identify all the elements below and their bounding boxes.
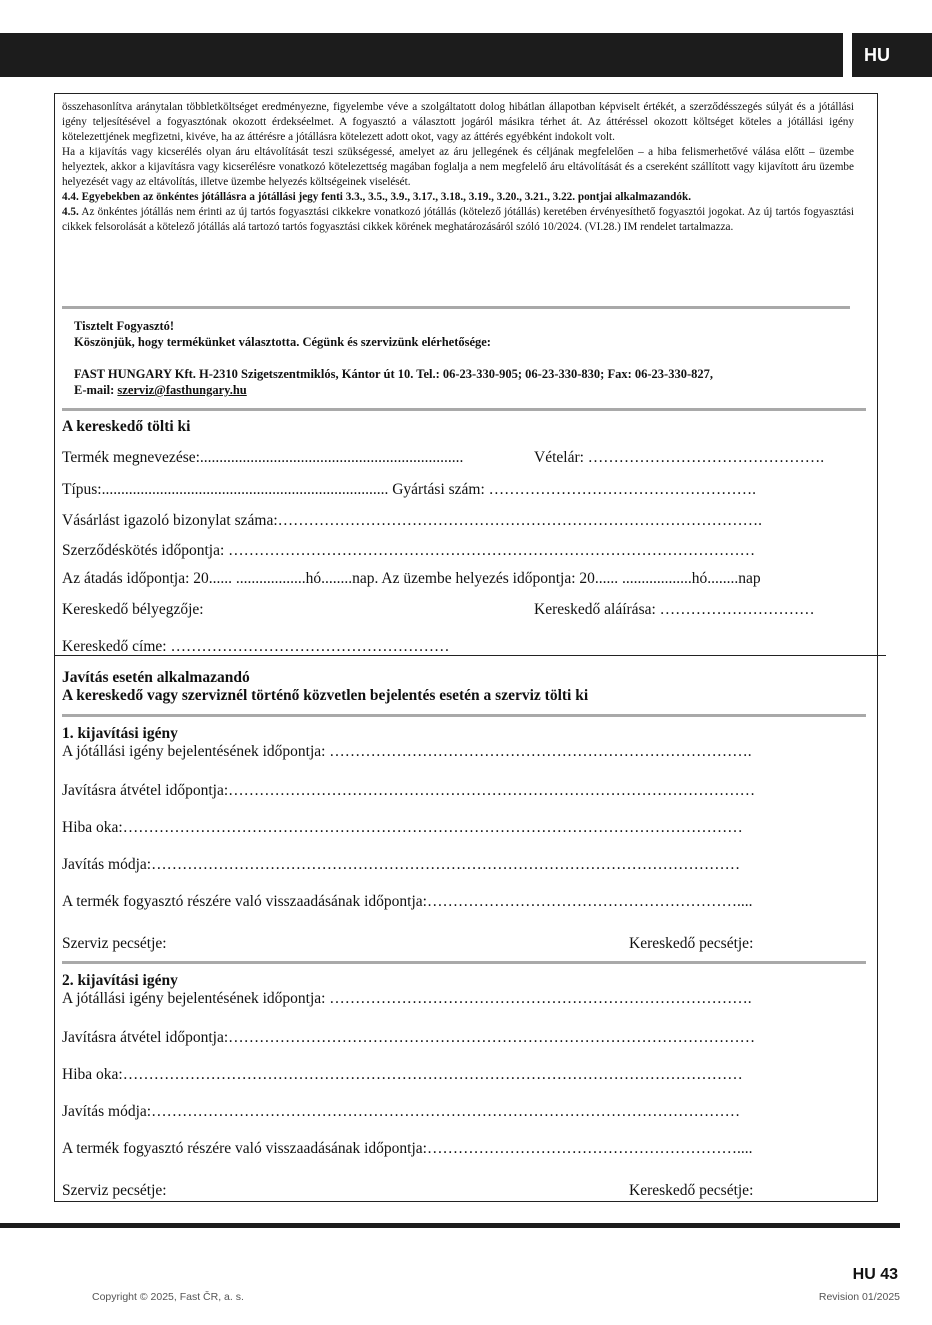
claim-1-cause-field[interactable]: Hiba oka:………………………………………………………………………………………………………… bbox=[62, 819, 743, 836]
page-number: HU 43 bbox=[852, 1266, 898, 1283]
revision: Revision 01/2025 bbox=[818, 1291, 900, 1303]
handover-date-field[interactable]: Az átadás időpontja: 20...... ..................hó........nap. Az üzembe helyezés időpontja: 20...... ..................hó........nap bbox=[62, 570, 761, 587]
contact-email-line bbox=[74, 382, 874, 398]
contract-date-field[interactable]: Szerződéskötés időpontja: ………………………………………………………………………………………… bbox=[62, 542, 756, 559]
claim-2-title: 2. kijavítási igény bbox=[62, 972, 178, 989]
claim-2-method-field[interactable]: Javítás módja:…………………………………………………………………………………………………… bbox=[62, 1103, 741, 1120]
contact-company: FAST HUNGARY Kft. H-2310 Szigetszentmiklós, Kántor út 10. Tel.: 06-23-330-905; 06-23-330-830; Fax: 06-23-330-827, bbox=[74, 367, 713, 381]
repair-section-subtitle: A kereskedő vagy szerviznél történő közvetlen bejelentés esetén a szerviz tölti ki bbox=[62, 687, 589, 704]
divider bbox=[62, 306, 850, 309]
header-bar bbox=[0, 33, 843, 77]
cut-line bbox=[54, 655, 886, 656]
contact-greeting: Tisztelt Fogyasztó! bbox=[74, 319, 175, 333]
language-tab: HU bbox=[852, 33, 932, 77]
legal-paragraph-3: 4.4. Egyebekben az önkéntes jótállásra a jótállási jegy fenti 3.3., 3.5., 3.9., 3.17., 3.18., 3.19., 3.20., 3.21., 3.22. pontjai alkalmazandók. bbox=[62, 191, 691, 203]
claim-1-service-stamp-label: Szerviz pecsétje: bbox=[62, 935, 167, 952]
footer-bar bbox=[0, 1223, 900, 1228]
receipt-number-field[interactable]: Vásárlást igazoló bizonylat száma:…………………………………………………………………………………. bbox=[62, 512, 763, 529]
claim-2-report-date-field[interactable]: A jótállási igény bejelentésének időpontja: ………………………………………………………………………. bbox=[62, 990, 752, 1007]
copyright: Copyright © 2025, Fast ČR, a. s. bbox=[92, 1291, 244, 1303]
claim-2-cause-field[interactable]: Hiba oka:………………………………………………………………………………………………………… bbox=[62, 1066, 743, 1083]
legal-text bbox=[62, 100, 854, 235]
type-serial-field[interactable]: Típus:.......................................................................... Gyártási szám: ……………………………………………. bbox=[62, 481, 757, 498]
legal-paragraph-4-number: 4.5. bbox=[62, 206, 79, 218]
legal-paragraph-1: összehasonlítva aránytalan többletköltséget eredményezne, figyelembe véve a szolgáltatott dolog hibátlan állapotban képviselt értékét, a szerződésszegés súlyát és a jótállási igény teljesítésével a fogyasztónak okozott érdekséelmet. A fogyasztó a választott jogáról másikra térhet át. Az áttéréssel okozott költséget köteles a jótállási igény kötelezettjének megfizetni, kivéve, ha az áttérésre a jótállásra kötelezett adott okot, vagy az áttérés egyébként indokolt volt. bbox=[62, 101, 854, 143]
legal-paragraph-4-text: Az önkéntes jótállás nem érinti az új tartós fogyasztási cikkekre vonatkozó jótállás (kötelező jótállás) keretében érvényesíthető fogyasztói jogokat. Az új tartós fogyasztási cikkek felsorolását a kötelező jótállás alá tartozó tartós fogyasztási cikkek körének meghatározásáról szóló 10/2024. (VI.28.) IM rendelet tartalmazza. bbox=[62, 206, 854, 233]
claim-2-dealer-stamp-label: Kereskedő pecsétje: bbox=[629, 1182, 754, 1199]
claim-1-report-date-field[interactable]: A jótállási igény bejelentésének időpontja: ………………………………………………………………………. bbox=[62, 743, 752, 760]
claim-1-method-field[interactable]: Javítás módja:…………………………………………………………………………………………………… bbox=[62, 856, 741, 873]
claim-1-title: 1. kijavítási igény bbox=[62, 725, 178, 742]
repair-section-title: Javítás esetén alkalmazandó bbox=[62, 669, 250, 686]
email-link[interactable]: szerviz@fasthungary.hu bbox=[117, 383, 247, 397]
legal-paragraph-2: Ha a kijavítás vagy kicserélés olyan áru eltávolítását teszi szükségessé, amelyet az áru jellegének és céljának megfelelően – a hiba felismerhetővé válása előtt – üzembe helyeztek, akkor a kijavításra vagy kicserélésre vonatkozó kötelezettség magában foglalja a nem megfelelő áru eltávolítását és a csereként szállított vagy kijavított áru üzembe helyezését vagy az eltávolítás, illetve üzembe helyezés költségeinek viselését. bbox=[62, 146, 854, 188]
divider bbox=[62, 961, 866, 964]
contact-thanks: Köszönjük, hogy termékünket választotta. Cégünk és szervizünk elérhetősége: bbox=[74, 335, 491, 349]
claim-2-accept-date-field[interactable]: Javításra átvétel időpontja:………………………………………………………………………………………… bbox=[62, 1029, 756, 1046]
divider bbox=[62, 714, 866, 717]
dealer-stamp-label: Kereskedő bélyegzője: bbox=[62, 601, 204, 618]
claim-1-return-date-field[interactable]: A termék fogyasztó részére való visszaadásának időpontja:…………………………………………………….... bbox=[62, 893, 753, 910]
legal-paragraph-4 bbox=[62, 205, 854, 235]
dealer-signature-field[interactable]: Kereskedő aláírása: ………………………… bbox=[534, 601, 815, 618]
product-name-field[interactable]: Termék megnevezése:.................................................................... bbox=[62, 449, 464, 466]
price-field[interactable]: Vételár: ………………………………………. bbox=[534, 449, 825, 466]
divider bbox=[62, 408, 866, 411]
claim-2-return-date-field[interactable]: A termék fogyasztó részére való visszaadásának időpontja:…………………………………………………….... bbox=[62, 1140, 753, 1157]
email-label: E-mail: bbox=[74, 383, 118, 397]
claim-2-service-stamp-label: Szerviz pecsétje: bbox=[62, 1182, 167, 1199]
claim-1-dealer-stamp-label: Kereskedő pecsétje: bbox=[629, 935, 754, 952]
dealer-address-field[interactable]: Kereskedő címe: ……………………………………………… bbox=[62, 638, 450, 655]
dealer-section-title: A kereskedő tölti ki bbox=[62, 418, 191, 435]
claim-1-accept-date-field[interactable]: Javításra átvétel időpontja:………………………………………………………………………………………… bbox=[62, 782, 756, 799]
